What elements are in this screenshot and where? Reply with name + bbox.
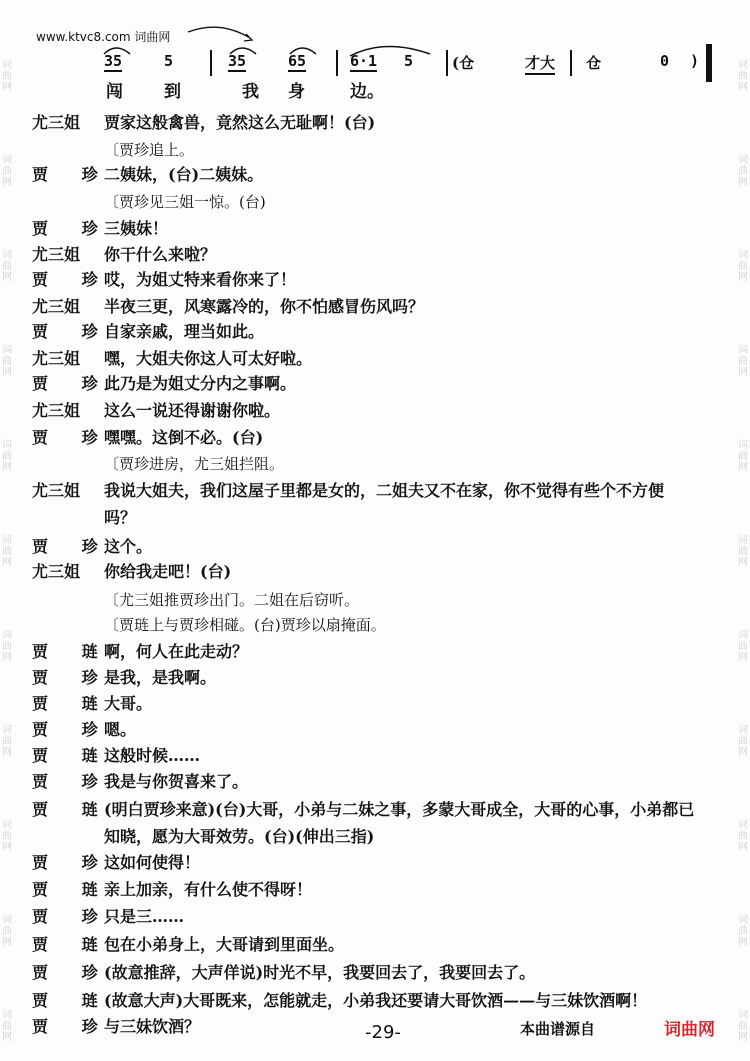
dialogue-text: 你干什么来啦？ xyxy=(104,245,217,264)
margin-watermark-mark: 词 曲 网 xyxy=(738,1010,748,1043)
margin-watermark-mark: 词 曲 网 xyxy=(2,535,12,568)
dialogue-text: 与三妹饮酒？ xyxy=(104,1017,201,1036)
brand-logo: 词曲网 xyxy=(664,1020,715,1040)
margin-watermark-mark: 词 曲 网 xyxy=(2,630,12,663)
dialogue-text: 哎，为姐丈特来看你来了！ xyxy=(104,270,297,289)
percussion-note: (仓 xyxy=(452,54,475,72)
margin-watermark-mark: 词 曲 网 xyxy=(2,820,12,853)
source-note: 本曲谱源自 xyxy=(520,1020,596,1038)
speaker-name: 贾 珍 xyxy=(32,374,112,393)
dialogue-text: 啊，何人在此走动？ xyxy=(104,642,249,661)
speaker-name: 贾 琏 xyxy=(32,746,112,765)
note: 35 xyxy=(104,52,123,70)
margin-watermark-mark: 词 曲 网 xyxy=(738,60,748,93)
barline xyxy=(570,50,572,76)
lyric: 身 xyxy=(288,82,305,102)
speaker-name: 尤三姐 xyxy=(32,113,81,132)
speaker-name: 贾 珍 xyxy=(32,963,112,982)
close-paren: ) xyxy=(690,52,700,70)
margin-watermark-mark: 词 曲 网 xyxy=(2,250,12,283)
note: 65 xyxy=(288,52,307,70)
speaker-name: 贾 琏 xyxy=(32,991,112,1010)
dialogue-text: 这么一说还得谢谢你啦。 xyxy=(104,401,281,420)
margin-watermark-mark: 词 曲 网 xyxy=(2,915,12,948)
percussion-note: 仓 xyxy=(586,54,602,72)
dialogue-text: 包在小弟身上，大哥请到里面坐。 xyxy=(104,935,345,954)
percussion-note: 才大 xyxy=(525,52,555,75)
dialogue-text: 贾家这般禽兽，竟然这么无耻啊！(台) xyxy=(104,113,376,132)
stage-direction: 〔尤三姐推贾珍出门。二姐在后窃听。 xyxy=(104,591,360,609)
speaker-name: 尤三姐 xyxy=(32,297,81,316)
margin-watermark-mark: 词 曲 网 xyxy=(2,725,12,758)
margin-watermark-mark: 词 曲 网 xyxy=(2,440,12,473)
margin-watermark-mark: 词 曲 网 xyxy=(738,155,748,188)
lyric: 到 xyxy=(164,82,181,102)
speaker-name: 贾 琏 xyxy=(32,694,112,713)
speaker-name: 贾 琏 xyxy=(32,880,112,899)
left-margin-watermark xyxy=(0,0,14,1061)
dialogue-text: 嘿嘿。这倒不必。(台) xyxy=(104,428,264,447)
dialogue-text: 二姨妹，(台)二姨妹。 xyxy=(104,165,264,184)
stage-direction: 〔贾珍进房，尤三姐拦阻。 xyxy=(104,455,285,473)
note: 35 xyxy=(228,52,247,70)
speaker-name: 贾 琏 xyxy=(32,642,112,661)
barline xyxy=(446,50,448,76)
dialogue-text: 自家亲戚，理当如此。 xyxy=(104,322,265,341)
note: 5 xyxy=(404,52,414,70)
speaker-name: 贾 珍 xyxy=(32,165,112,184)
note: 6·1 xyxy=(350,52,378,70)
dialogue-text: 我是与你贺喜来了。 xyxy=(104,772,249,791)
margin-watermark-mark: 词 曲 网 xyxy=(2,155,12,188)
stage-direction: 〔贾珍见三姐一惊。(台) xyxy=(104,193,266,211)
dialogue-text: 大哥。 xyxy=(104,694,153,713)
dialogue-text: 这个。 xyxy=(104,537,153,556)
margin-watermark-mark: 词 曲 网 xyxy=(738,820,748,853)
margin-watermark-mark: 词 曲 网 xyxy=(738,250,748,283)
speaker-name: 尤三姐 xyxy=(32,245,81,264)
dialogue-text: 嗯。 xyxy=(104,720,137,739)
stage-direction: 〔贾珍追上。 xyxy=(104,141,195,159)
dialogue-text: 你给我走吧！(台) xyxy=(104,562,232,581)
dialogue-text: 这如何使得！ xyxy=(104,853,201,872)
dialogue-text: 三姨妹！ xyxy=(104,219,169,238)
speaker-name: 贾 珍 xyxy=(32,853,112,872)
speaker-name: 尤三姐 xyxy=(32,401,81,420)
dialogue-text: (明白贾珍来意)(台)大哥，小弟与二妹之事，多蒙大哥成全，大哥的心事，小弟都已 xyxy=(104,800,695,819)
music-score xyxy=(100,40,720,100)
dialogue-text: 吗？ xyxy=(104,508,137,527)
speaker-name: 贾 珍 xyxy=(32,219,112,238)
dialogue-text: (故意推辞，大声佯说)时光不早，我要回去了，我要回去了。 xyxy=(104,963,536,982)
dialogue-text: 知晓，愿为大哥效劳。(台)(伸出三指) xyxy=(104,827,375,846)
rest-note: 0 xyxy=(660,52,670,70)
dialogue-text: 亲上加亲，有什么使不得呀！ xyxy=(104,880,313,899)
page-number: -29- xyxy=(365,1022,401,1043)
speaker-name: 贾 珍 xyxy=(32,322,112,341)
dialogue-text: 半夜三更，风寒露冷的，你不怕感冒伤风吗？ xyxy=(104,297,425,316)
dialogue-text: 只是三…… xyxy=(104,907,185,926)
speaker-name: 贾 珍 xyxy=(32,1017,112,1036)
margin-watermark-mark: 词 曲 网 xyxy=(738,535,748,568)
dialogue-text: 是我，是我啊。 xyxy=(104,668,217,687)
margin-watermark-mark: 词 曲 网 xyxy=(738,440,748,473)
barline xyxy=(336,50,338,76)
margin-watermark-mark: 词 曲 网 xyxy=(738,915,748,948)
speaker-name: 贾 珍 xyxy=(32,270,112,289)
lyric: 边。 xyxy=(350,82,384,102)
site-watermark: www.ktvc8.com 词曲网 xyxy=(36,30,171,44)
lyric: 闯 xyxy=(106,82,123,102)
dialogue-text: 此乃是为姐丈分内之事啊。 xyxy=(104,374,297,393)
barline xyxy=(210,50,212,76)
dialogue-text: 嘿，大姐夫你这人可太好啦。 xyxy=(104,349,313,368)
margin-watermark-mark: 词 曲 网 xyxy=(738,725,748,758)
lyric: 我 xyxy=(242,82,259,102)
speaker-name: 贾 珍 xyxy=(32,428,112,447)
speaker-name: 贾 珍 xyxy=(32,668,112,687)
margin-watermark-mark: 词 曲 网 xyxy=(2,60,12,93)
dialogue-text: (故意大声)大哥既来，怎能就走，小弟我还要请大哥饮酒——与三妹饮酒啊！ xyxy=(104,991,648,1010)
speaker-name: 贾 珍 xyxy=(32,720,112,739)
final-barline xyxy=(706,44,712,82)
margin-watermark-mark: 词 曲 网 xyxy=(738,630,748,663)
stage-direction: 〔贾琏上与贾珍相碰。(台)贾珍以扇掩面。 xyxy=(104,616,386,634)
speaker-name: 尤三姐 xyxy=(32,481,81,500)
speaker-name: 贾 珍 xyxy=(32,772,112,791)
margin-watermark-mark: 词 曲 网 xyxy=(738,345,748,378)
speaker-name: 贾 珍 xyxy=(32,537,112,556)
speaker-name: 贾 琏 xyxy=(32,935,112,954)
speaker-name: 尤三姐 xyxy=(32,562,81,581)
dialogue-text: 这般时候…… xyxy=(104,746,201,765)
right-margin-watermark xyxy=(736,0,750,1061)
margin-watermark-mark: 词 曲 网 xyxy=(2,1010,12,1043)
dialogue-text: 我说大姐夫，我们这屋子里都是女的，二姐夫又不在家，你不觉得有些个不方便 xyxy=(104,481,665,500)
speaker-name: 尤三姐 xyxy=(32,349,81,368)
note: 5 xyxy=(164,52,174,70)
speaker-name: 贾 琏 xyxy=(32,800,112,819)
speaker-name: 贾 珍 xyxy=(32,907,112,926)
margin-watermark-mark: 词 曲 网 xyxy=(2,345,12,378)
